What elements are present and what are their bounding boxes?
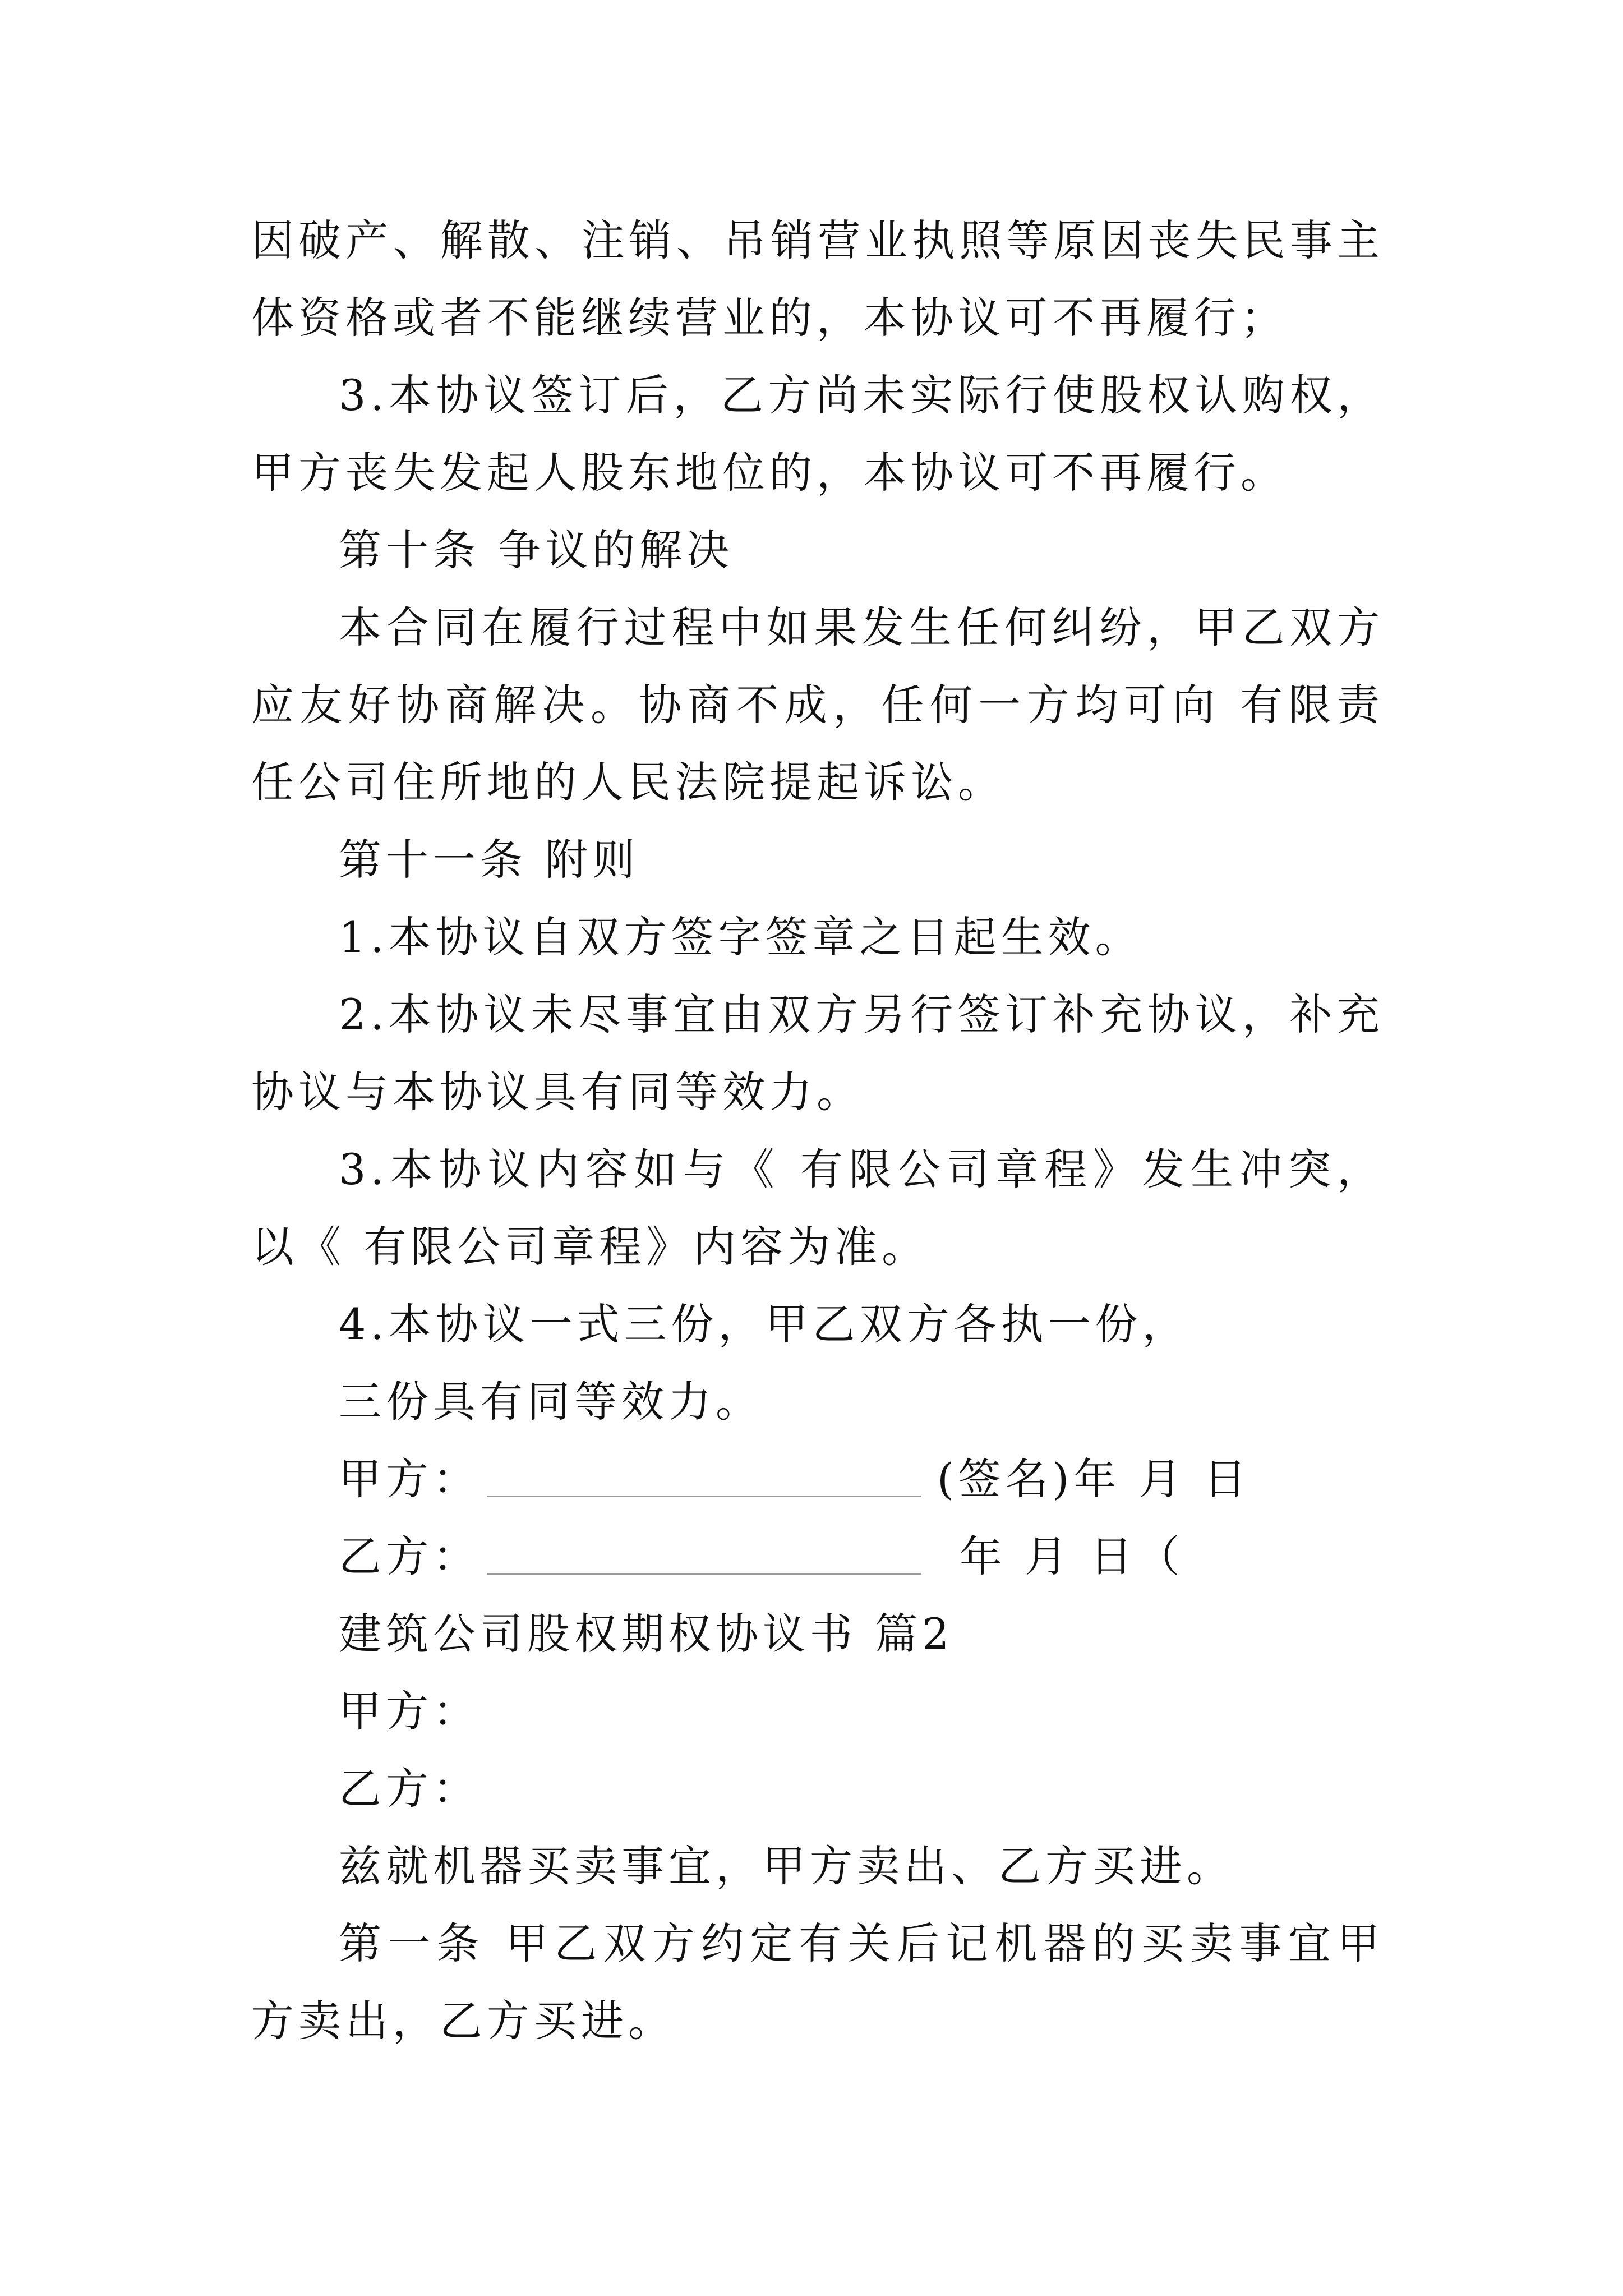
paragraph-preamble: 兹就机器买卖事宜，甲方卖出、乙方买进。 (339, 1841, 1234, 1891)
party-b-label: 乙方： (339, 1531, 480, 1581)
paragraph-clause-11-2: 2.本协议未尽事宜由双方另行签订补充协议，补充协议与本协议具有同等效力。 (251, 990, 1384, 1117)
party-a-line: 甲方： (339, 1686, 480, 1736)
signature-line-party-a (251, 1441, 1384, 1518)
party-a-signature-blank[interactable] (487, 1462, 921, 1497)
paragraph-clause-11-4: 4.本协议一式三份，甲乙双方各执一份， (339, 1299, 1189, 1349)
party-b-signature-blank[interactable] (487, 1539, 921, 1575)
heading-article-11: 第十一条 附则 (339, 835, 640, 885)
party-b-sign-date: 年 月 日（ (960, 1531, 1184, 1581)
paragraph-clause-9-3: 3.本协议签订后，乙方尚未实际行使股权认购权，甲方丧失发起人股东地位的，本协议可不再履行。 (251, 370, 1384, 498)
party-a-label: 甲方： (339, 1454, 480, 1504)
paragraph-clause-11-4-continued: 三份具有同等效力。 (339, 1377, 763, 1427)
paragraph-clause-11-3: 3.本协议内容如与《 有限公司章程》发生冲突，以《 有限公司章程》内容为准。 (251, 1144, 1384, 1272)
party-b-line: 乙方： (339, 1764, 480, 1814)
paragraph-clause-9-2-continued: 因破产、解散、注销、吊销营业执照等原因丧失民事主体资格或者不能继续营业的，本协议可不再履行； (251, 215, 1384, 343)
document-body (251, 202, 1384, 2060)
party-a-sign-date: (签名)年 月 日 (937, 1454, 1251, 1504)
heading-agreement-part-2: 建筑公司股权期权协议书 篇2 (339, 1609, 954, 1659)
paragraph-clause-11-1: 1.本协议自双方签字签章之日起生效。 (339, 912, 1142, 962)
paragraph-article-1: 第一条 甲乙双方约定有关后记机器的买卖事宜甲方卖出，乙方买进。 (251, 1918, 1384, 2046)
paragraph-dispute-resolution: 本合同在履行过程中如果发生任何纠纷，甲乙双方应友好协商解决。协商不成，任何一方均可向 有限责任公司住所地的人民法院提起诉讼。 (251, 602, 1384, 807)
heading-article-10: 第十条 争议的解决 (339, 525, 734, 575)
signature-line-party-b (251, 1518, 1384, 1595)
